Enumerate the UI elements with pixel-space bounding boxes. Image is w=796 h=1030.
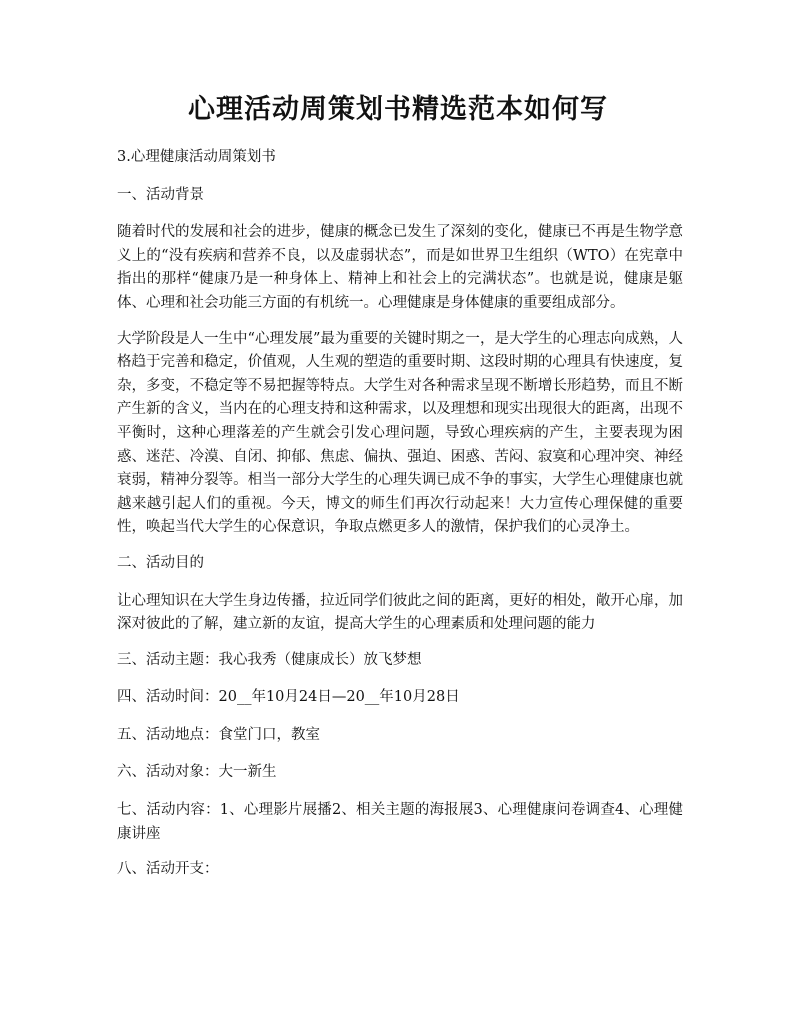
item-location: 五、活动地点：食堂门口，教室 [117,726,320,743]
item-theme: 三、活动主题：我心我秀（健康成长）放飞梦想 [117,651,422,668]
paragraph-background-health: 随着时代的发展和社会的进步，健康的概念已发生了深刻的变化，健康已不再是生物学意义上的“没有疾病和营养不良，以及虚弱状态”，而是如世界卫生组织（WTO）在宪章中指出的那样“健康乃是一种身体上、精神上和社会上的完满状态”。也就是说，健康是躯体、心理和社会功能三方面的有机统一。心理健康是身体健康的重要组成部分。 [117,224,683,311]
document-title: 心理活动周策划书精选范本如何写 [188,94,608,125]
heading-background: 一、活动背景 [117,186,204,203]
item-expenses: 八、活动开支： [117,861,219,878]
document-body [117,146,683,896]
section-subtitle: 3.心理健康活动周策划书 [117,149,276,165]
item-content: 七、活动内容：1、心理影片展播2、相关主题的海报展3、心理健康问卷调查4、心理健康讲座 [117,802,683,842]
item-time: 四、活动时间：20__年10月24日—20__年10月28日 [117,689,460,706]
item-audience: 六、活动对象：大一新生 [117,764,277,781]
paragraph-purpose: 让心理知识在大学生身边传播，拉近同学们彼此之间的距离，更好的相处，敞开心扉，加深对彼此的了解，建立新的友谊，提高大学生的心理素质和处理问题的能力 [117,592,683,633]
heading-purpose: 二、活动目的 [117,554,204,571]
paragraph-background-university: 大学阶段是人一生中“心理发展”最为重要的关键时期之一，是大学生的心理志向成熟，人格趋于完善和稳定，价值观，人生观的塑造的重要时期、这段时期的心理具有快速度，复杂，多变，不稳定等不易把握等特点。大学生对各种需求呈现不断增长形趋势，而且不断产生新的含义，当内在的心理支持和这种需求，以及理想和现实出现很大的距离，出现不平衡时，这种心理落差的产生就会引发心理问题，导致心理疾病的产生，主要表现为困惑、迷茫、冷漠、自闭、抑郁、焦虑、偏执、强迫、困惑、苦闷、寂寞和心理冲突、神经衰弱，精神分裂等。相当一部分大学生的心理失调已成不争的事实，大学生心理健康也就越来越引起人们的重视。今天，博文的师生们再次行动起来！大力宣传心理保健的重要性，唤起当代大学生的心保意识，争取点燃更多人的激情，保护我们的心灵净土。 [117,330,683,536]
